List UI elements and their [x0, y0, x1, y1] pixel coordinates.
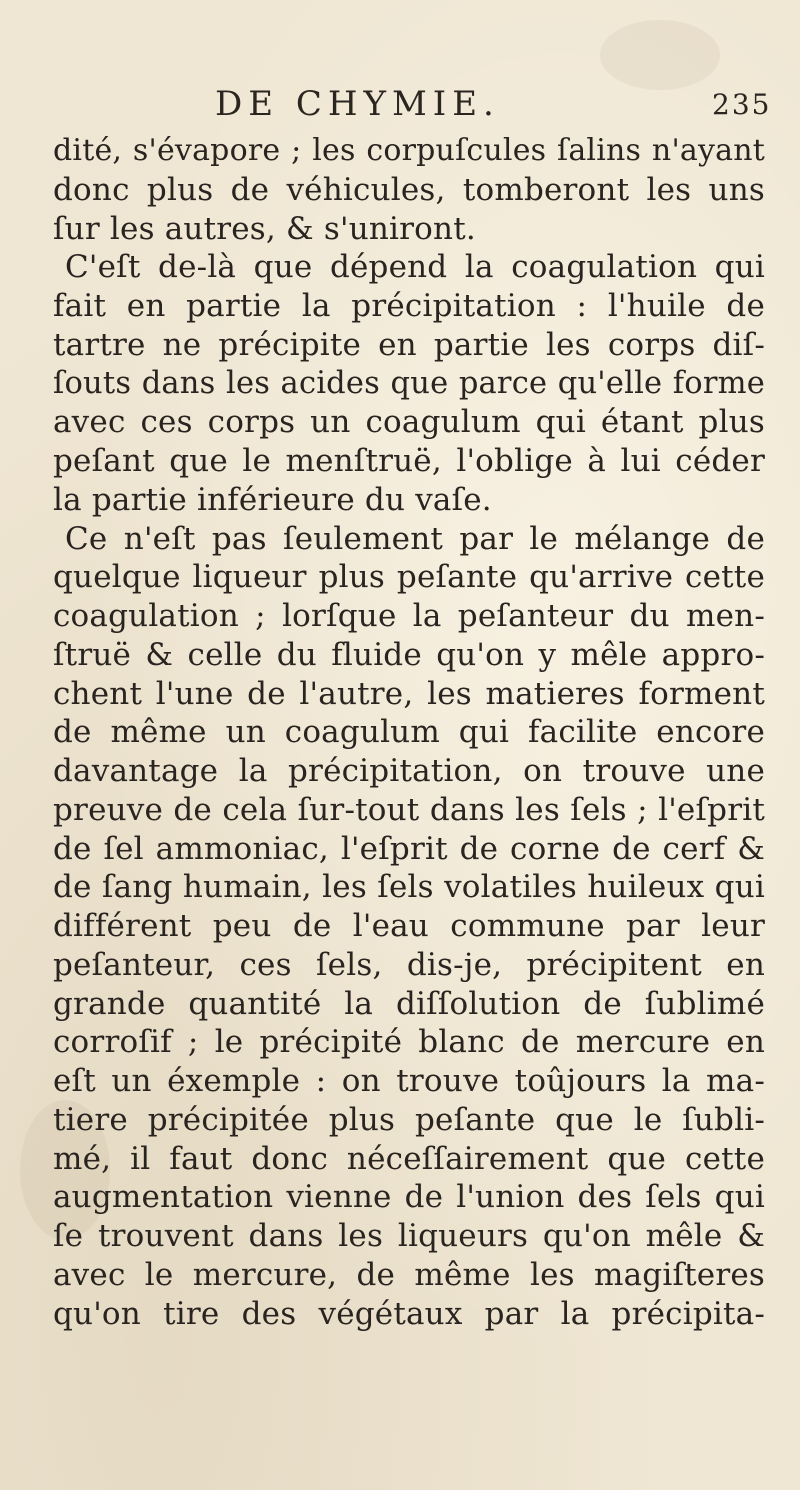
- text-line: dité, s'évapore ; les corpuſcules ſalins n'ayant: [53, 133, 765, 168]
- text-line: la partie inférieure du vaſe.: [53, 481, 492, 518]
- text-line: ſe trouvent dans les liqueurs qu'on mêle &: [53, 1218, 765, 1254]
- text-line: ſtruë & celle du fluide qu'on y mêle appro-: [53, 636, 765, 673]
- text-line: corroſif ; le précipité blanc de mercure en: [53, 1024, 765, 1061]
- text-line: qu'on tire des végétaux par la précipita-: [53, 1295, 765, 1332]
- text-line: de ſang humain, les ſels volatiles huileux qui: [53, 869, 765, 906]
- text-line: tiere précipitée plus peſante que le ſubli-: [53, 1101, 765, 1138]
- text-line: ſouts dans les acides que parce qu'elle forme: [53, 365, 765, 401]
- running-head: [0, 84, 800, 124]
- text-line: peſant que le menſtruë, l'oblige à lui céder: [53, 443, 765, 479]
- text-line: mé, il faut donc néceſſairement que cette: [53, 1140, 765, 1177]
- text-line: ſur les autres, & s'uniront.: [53, 210, 476, 247]
- text-line: C'eſt de-là que dépend la coagulation qui: [65, 249, 765, 286]
- text-line: avec ces corps un coagulum qui étant plus: [53, 404, 765, 441]
- text-line: de ſel ammoniac, l'eſprit de corne de cerf &: [53, 830, 765, 867]
- text-line: peſanteur, ces ſels, dis-je, précipitent en: [53, 946, 765, 983]
- text-line: de même un coagulum qui facilite encore: [53, 714, 765, 751]
- text-line: grande quantité la diſſolution de ſublimé: [53, 985, 765, 1022]
- text-line: preuve de cela ſur-tout dans les ſels ; l'eſprit: [53, 791, 765, 828]
- running-title: DE CHYMIE.: [215, 84, 500, 124]
- page-number: 235: [712, 88, 772, 121]
- text-line: tartre ne précipite en partie les corps diſ-: [53, 326, 765, 363]
- text-line: davantage la précipitation, on trouve une: [53, 753, 765, 789]
- body-text: [53, 132, 765, 1333]
- text-line: Ce n'eſt pas ſeulement par le mélange de: [65, 520, 765, 557]
- text-line: différent peu de l'eau commune par leur: [53, 908, 765, 944]
- text-line: eſt un éxemple : on trouve toûjours la ma-: [53, 1063, 765, 1099]
- text-line: fait en partie la précipitation : l'huile de: [53, 288, 765, 324]
- paper-stain: [600, 20, 720, 90]
- text-line: chent l'une de l'autre, les matieres forment: [53, 675, 765, 712]
- text-line: avec le mercure, de même les magiſteres: [53, 1256, 765, 1293]
- text-line: coagulation ; lorſque la peſanteur du men-: [53, 598, 765, 634]
- text-line: donc plus de véhicules, tomberont les uns: [53, 171, 765, 208]
- text-line: quelque liqueur plus peſante qu'arrive cette: [53, 559, 765, 596]
- text-line: augmentation vienne de l'union des ſels qui: [53, 1179, 765, 1216]
